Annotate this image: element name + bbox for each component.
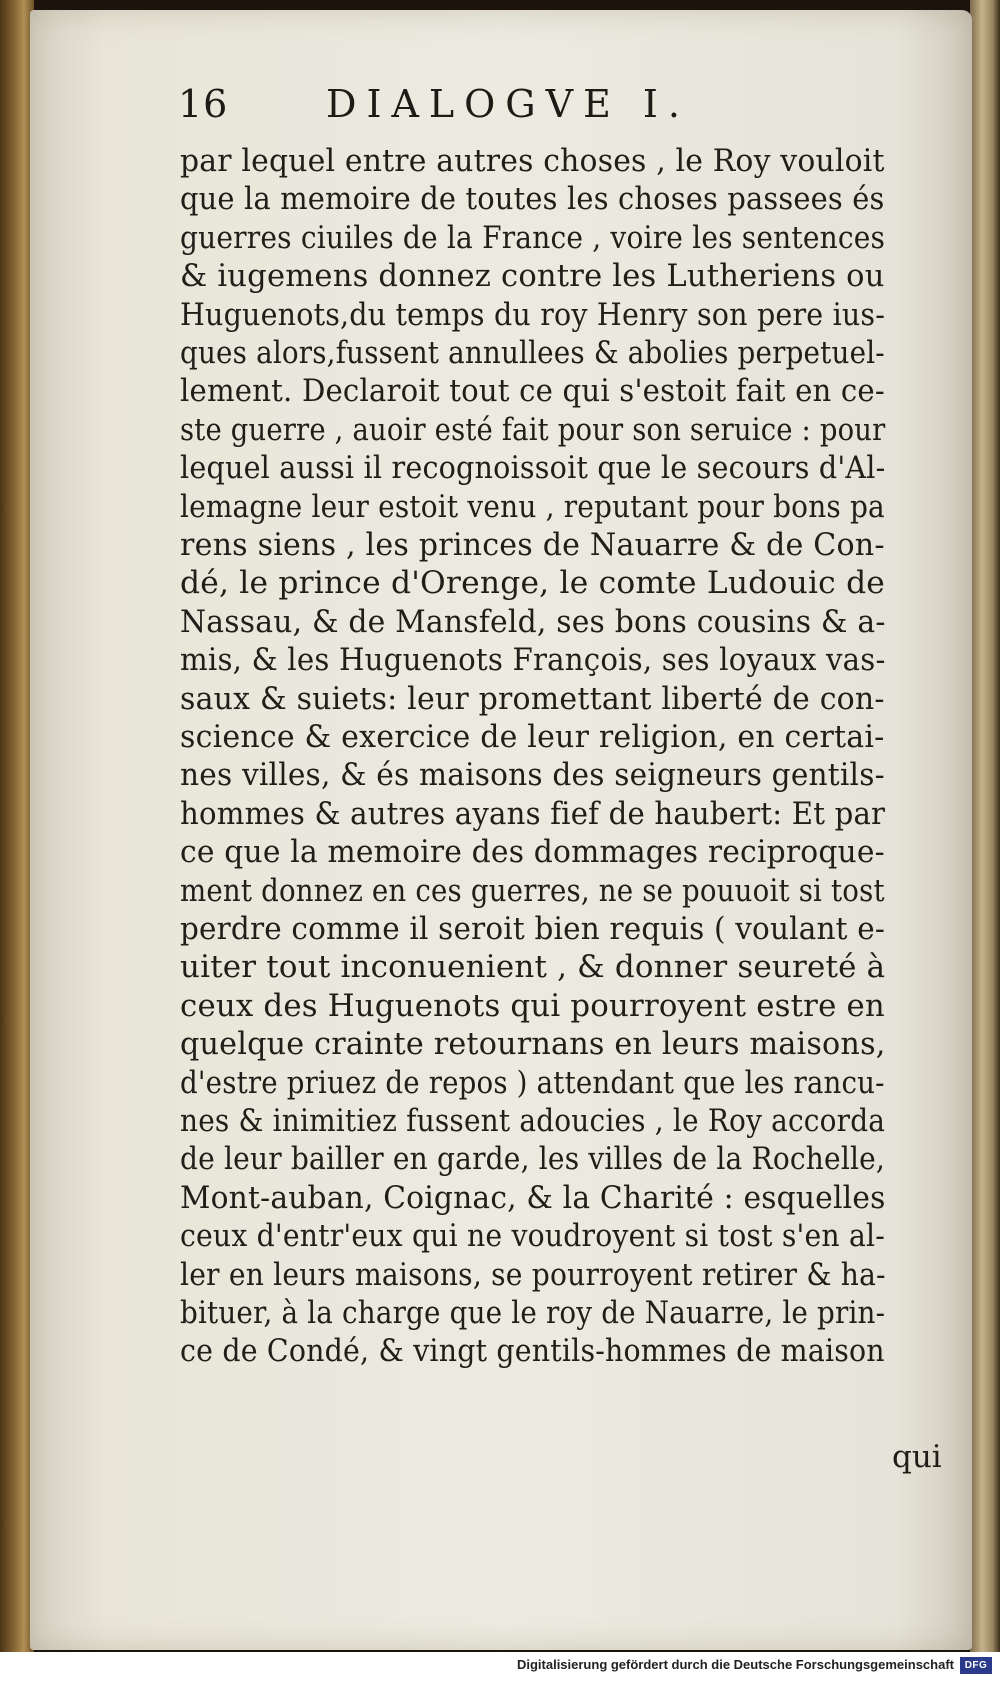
running-head [178, 82, 738, 138]
dfg-logo-icon: DFG [960, 1657, 992, 1674]
text-line: bituer, à la charge que le roy de Nauarre, le prin- [180, 1295, 886, 1331]
text-line: ce que la memoire des dommages reciproque- [180, 834, 885, 871]
text-line: ques alors,fussent annullees & abolies perpetuel- [180, 335, 885, 371]
text-line: de leur bailler en garde, les villes de la Rochelle, [180, 1141, 886, 1178]
text-line: ceux des Huguenots qui pourroyent estre en [180, 987, 885, 1024]
book-page [30, 10, 972, 1650]
text-line: que la memoire de toutes les choses passees és [180, 181, 885, 218]
text-line: science & exercice de leur religion, en certai- [180, 719, 885, 755]
text-line: Huguenots,du temps du roy Henry son pere ius- [180, 296, 886, 333]
text-line: saux & suiets: leur promettant liberté de con- [180, 680, 885, 717]
text-line: par lequel entre autres choses , le Roy vouloit [180, 143, 885, 179]
text-line: lequel aussi il recognoissoit que le secours d'Al- [180, 450, 886, 487]
text-line: ment donnez en ces guerres, ne se pouuoit si tost [180, 872, 885, 909]
text-line: nes villes, & és maisons des seigneurs gentils- [180, 757, 885, 794]
text-line: lement. Declaroit tout ce qui s'estoit fait en ce- [180, 373, 885, 410]
text-line: ler en leurs maisons, se pourroyent retirer & ha- [180, 1256, 886, 1293]
text-line: & iugemens donnez contre les Lutheriens ou [180, 258, 885, 295]
text-line: guerres ciuiles de la France , voire les sentences [180, 219, 886, 256]
text-line: dé, le prince d'Orenge, le comte Ludouic de [180, 565, 886, 602]
text-line: perdre comme il seroit bien requis ( voulant e- [180, 911, 885, 947]
text-line: ceux d'entr'eux qui ne voudroyent si tost s'en al- [180, 1218, 885, 1255]
text-line: hommes & autres ayans fief de haubert: Et par [180, 795, 886, 832]
book-edge-left [0, 0, 34, 1681]
text-line: rens siens , les princes de Nauarre & de Con- [180, 527, 885, 563]
text-line: d'estre priuez de repos ) attendant que les rancu- [180, 1064, 885, 1101]
footer-bar [0, 1652, 1000, 1681]
page-number: 16 [178, 82, 229, 126]
text-line: ce de Condé, & vingt gentils-hommes de maison [180, 1333, 885, 1370]
text-line: Nassau, & de Mansfeld, ses bons cousins & a- [180, 603, 886, 640]
catchword: qui [892, 1439, 942, 1475]
text-line: lemagne leur estoit venu , reputant pour bons pa [180, 488, 885, 525]
text-line: Mont-auban, Coignac, & la Charité : esquelles [180, 1179, 886, 1216]
text-line: ste guerre , auoir esté fait pour son seruice : pour [180, 411, 886, 448]
text-line: quelque crainte retournans en leurs maisons, [180, 1026, 886, 1063]
funding-credit: Digitalisierung gefördert durch die Deutsche Forschungsgemeinschaft [516, 1657, 954, 1672]
book-edge-right [970, 0, 1000, 1681]
section-title: DIALOGVE I. [326, 82, 691, 126]
text-line: nes & inimitiez fussent adoucies , le Roy accorda [180, 1103, 886, 1139]
text-line: mis, & les Huguenots François, ses loyaux vas- [180, 642, 886, 679]
text-line: uiter tout inconuenient , & donner seureté à [180, 949, 886, 986]
